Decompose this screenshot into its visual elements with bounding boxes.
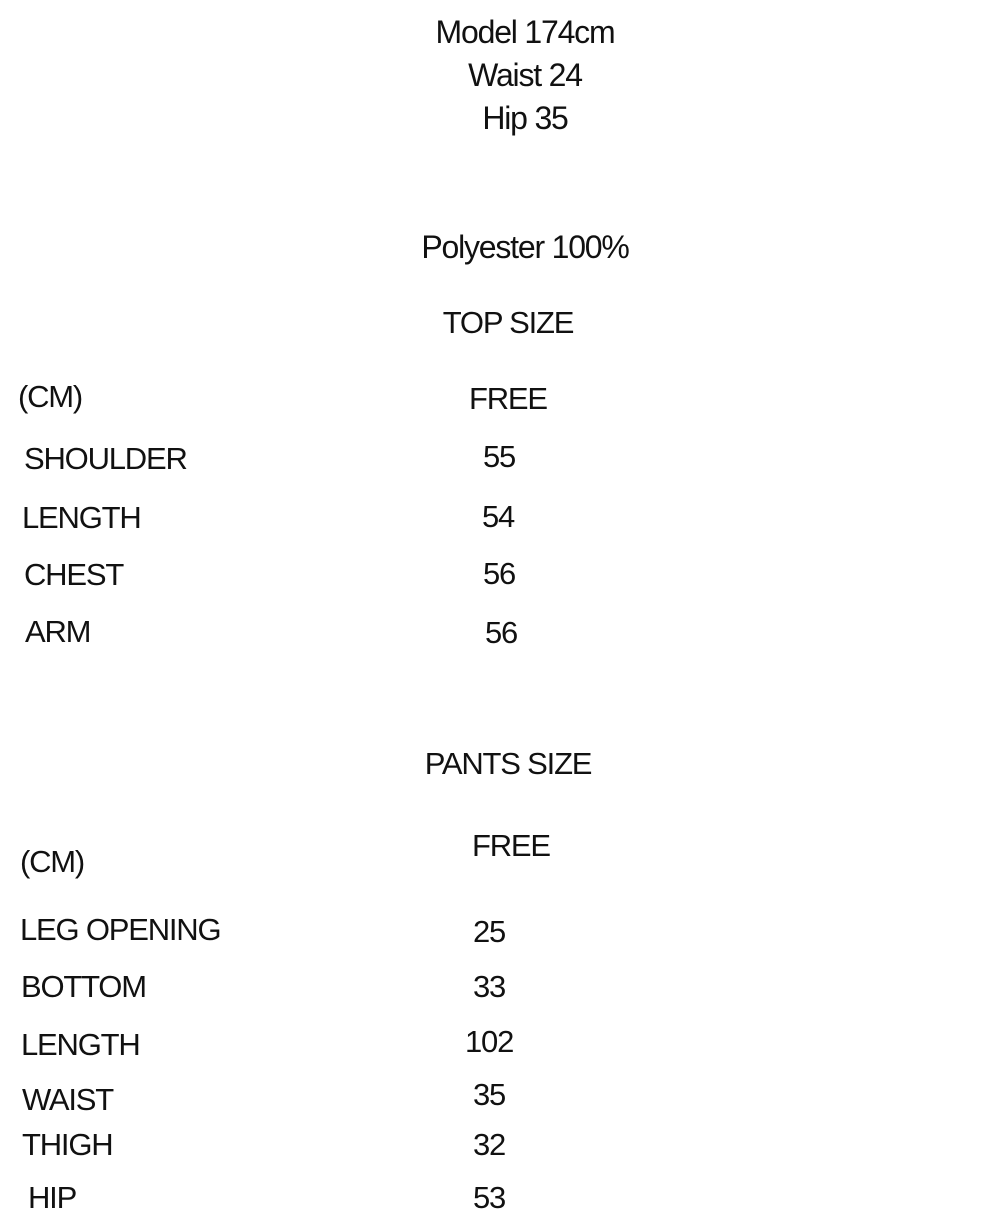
- top-row-value: 54: [482, 499, 515, 534]
- pants-row-label: BOTTOM: [21, 969, 146, 1004]
- material-text: Polyester 100%: [421, 229, 629, 265]
- top-row-label: ARM: [25, 614, 91, 649]
- pants-row-value: 53: [473, 1180, 506, 1215]
- pants-row-label: LEG OPENING: [20, 912, 221, 947]
- top-unit-label: (CM): [18, 379, 83, 414]
- top-row-value: 55: [483, 439, 516, 474]
- top-row-label: SHOULDER: [24, 441, 187, 476]
- pants-row-label: LENGTH: [21, 1027, 140, 1062]
- top-size-title: TOP SIZE: [442, 305, 574, 340]
- pants-row-label: HIP: [28, 1180, 77, 1215]
- pants-size-header: FREE: [472, 828, 550, 863]
- top-row-label: LENGTH: [22, 500, 141, 535]
- model-height: Model 174cm: [435, 14, 615, 50]
- top-row-label: CHEST: [24, 557, 124, 592]
- pants-row-value: 33: [473, 969, 506, 1004]
- pants-unit-label: (CM): [20, 844, 85, 879]
- pants-row-label: THIGH: [22, 1127, 113, 1162]
- top-row-value: 56: [483, 556, 516, 591]
- pants-row-value: 25: [473, 914, 506, 949]
- pants-row-value: 35: [473, 1077, 506, 1112]
- model-waist: Waist 24: [468, 57, 582, 93]
- pants-row-value: 102: [465, 1024, 514, 1059]
- top-row-value: 56: [485, 615, 518, 650]
- pants-row-label: WAIST: [22, 1082, 114, 1117]
- pants-row-value: 32: [473, 1127, 506, 1162]
- pants-size-title: PANTS SIZE: [424, 746, 592, 781]
- model-hip: Hip 35: [482, 100, 568, 136]
- top-size-header: FREE: [469, 381, 547, 416]
